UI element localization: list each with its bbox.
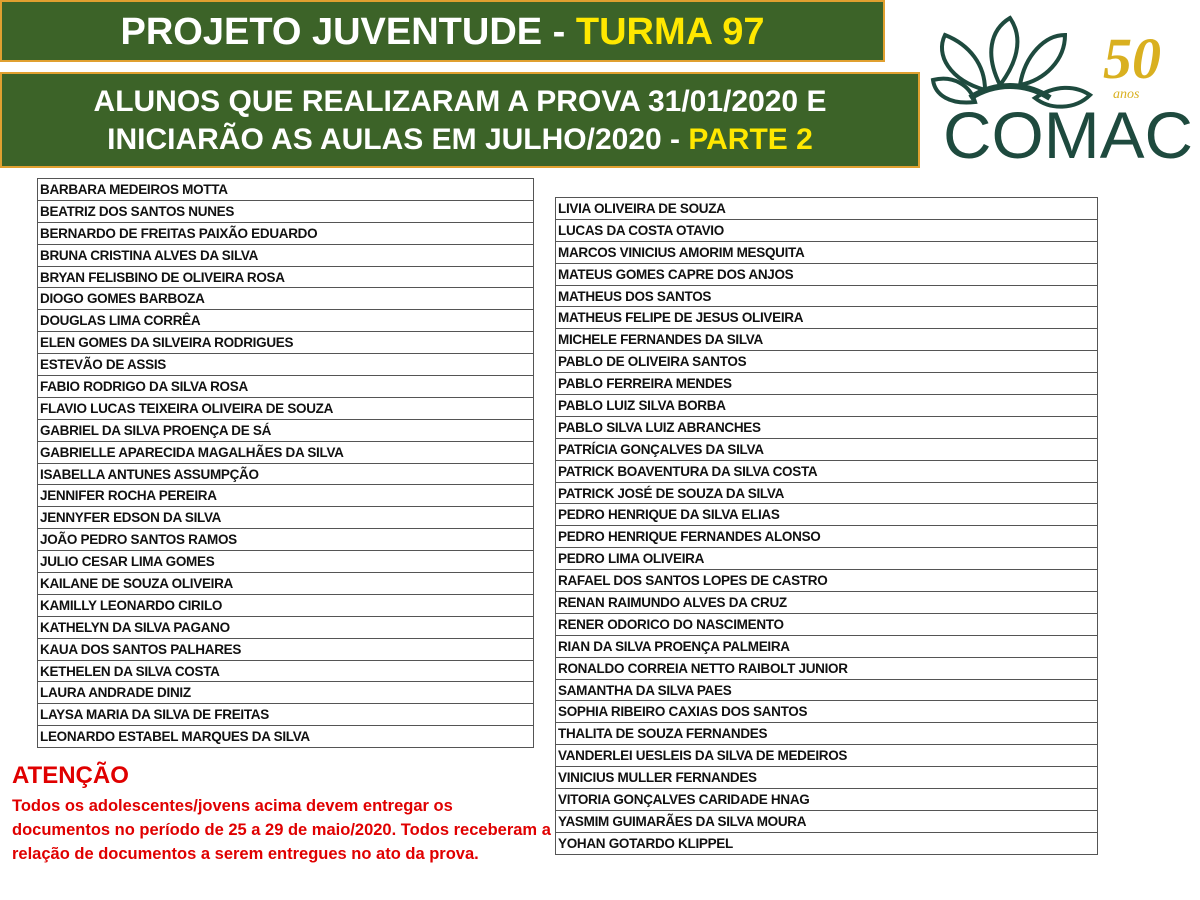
student-name: PABLO SILVA LUIZ ABRANCHES <box>556 416 1098 438</box>
student-name: ELEN GOMES DA SILVEIRA RODRIGUES <box>38 332 534 354</box>
student-name: BARBARA MEDEIROS MOTTA <box>38 179 534 201</box>
table-row <box>556 592 1098 614</box>
student-name: FABIO RODRIGO DA SILVA ROSA <box>38 376 534 398</box>
table-row <box>556 832 1098 854</box>
student-name: PATRÍCIA GONÇALVES DA SILVA <box>556 438 1098 460</box>
table-row <box>556 329 1098 351</box>
table-row <box>38 310 534 332</box>
student-name: KATHELYN DA SILVA PAGANO <box>38 616 534 638</box>
student-name: JULIO CESAR LIMA GOMES <box>38 551 534 573</box>
title-main: PROJETO JUVENTUDE - <box>120 11 576 53</box>
attention-body: Todos os adolescentes/jovens acima devem entregar os documentos no período de 25 a 29 de maio/2020. Todos receberam a relação de documentos a serem entregues no ato da prova. <box>12 797 551 863</box>
table-row <box>556 767 1098 789</box>
student-name: RAFAEL DOS SANTOS LOPES DE CASTRO <box>556 570 1098 592</box>
student-name: PABLO DE OLIVEIRA SANTOS <box>556 351 1098 373</box>
table-row <box>38 682 534 704</box>
table-row <box>38 376 534 398</box>
student-name: YOHAN GOTARDO KLIPPEL <box>556 832 1098 854</box>
table-row <box>556 307 1098 329</box>
table-row <box>556 416 1098 438</box>
table-row <box>556 438 1098 460</box>
table-row <box>38 266 534 288</box>
student-name: PEDRO LIMA OLIVEIRA <box>556 548 1098 570</box>
student-name: KAMILLY LEONARDO CIRILO <box>38 594 534 616</box>
table-row <box>556 526 1098 548</box>
student-name: PEDRO HENRIQUE FERNANDES ALONSO <box>556 526 1098 548</box>
table-row <box>556 570 1098 592</box>
student-name: DOUGLAS LIMA CORRÊA <box>38 310 534 332</box>
table-row <box>556 373 1098 395</box>
student-name: PATRICK JOSÉ DE SOUZA DA SILVA <box>556 482 1098 504</box>
table-row <box>556 701 1098 723</box>
table-row <box>38 551 534 573</box>
student-name: PEDRO HENRIQUE DA SILVA ELIAS <box>556 504 1098 526</box>
student-name: JENNYFER EDSON DA SILVA <box>38 507 534 529</box>
table-row <box>38 179 534 201</box>
student-name: GABRIEL DA SILVA PROENÇA DE SÁ <box>38 419 534 441</box>
student-name: PATRICK BOAVENTURA DA SILVA COSTA <box>556 460 1098 482</box>
student-name: FLAVIO LUCAS TEIXEIRA OLIVEIRA DE SOUZA <box>38 397 534 419</box>
table-row <box>556 460 1098 482</box>
student-name: LAYSA MARIA DA SILVA DE FREITAS <box>38 704 534 726</box>
student-name: LAURA ANDRADE DINIZ <box>38 682 534 704</box>
table-row <box>556 723 1098 745</box>
student-name: ESTEVÃO DE ASSIS <box>38 354 534 376</box>
subtitle-line-2 <box>2 121 918 159</box>
table-row <box>556 395 1098 417</box>
student-name: MATEUS GOMES CAPRE DOS ANJOS <box>556 263 1098 285</box>
table-row <box>38 288 534 310</box>
table-row <box>38 200 534 222</box>
student-name: LIVIA OLIVEIRA DE SOUZA <box>556 198 1098 220</box>
student-name: THALITA DE SOUZA FERNANDES <box>556 723 1098 745</box>
student-name: KAUA DOS SANTOS PALHARES <box>38 638 534 660</box>
subtitle-banner <box>0 72 920 168</box>
table-row <box>38 419 534 441</box>
anniversary-number: 50 <box>1103 26 1161 91</box>
table-row <box>556 635 1098 657</box>
students-table-left <box>37 178 534 748</box>
attention-title: ATENÇÃO <box>12 762 129 789</box>
table-row <box>38 573 534 595</box>
student-name: RIAN DA SILVA PROENÇA PALMEIRA <box>556 635 1098 657</box>
student-name: JENNIFER ROCHA PEREIRA <box>38 485 534 507</box>
student-name: BRUNA CRISTINA ALVES DA SILVA <box>38 244 534 266</box>
student-name: VANDERLEI UESLEIS DA SILVA DE MEDEIROS <box>556 745 1098 767</box>
student-name: PABLO FERREIRA MENDES <box>556 373 1098 395</box>
table-row <box>38 594 534 616</box>
student-name: YASMIM GUIMARÃES DA SILVA MOURA <box>556 810 1098 832</box>
title-highlight: TURMA 97 <box>575 11 765 53</box>
table-row <box>556 745 1098 767</box>
student-name: LEONARDO ESTABEL MARQUES DA SILVA <box>38 726 534 748</box>
students-table-right <box>555 197 1098 855</box>
table-row <box>38 244 534 266</box>
student-name: PABLO LUIZ SILVA BORBA <box>556 395 1098 417</box>
table-row <box>556 285 1098 307</box>
table-row <box>38 441 534 463</box>
table-row <box>556 241 1098 263</box>
student-name: JOÃO PEDRO SANTOS RAMOS <box>38 529 534 551</box>
table-row <box>38 485 534 507</box>
table-row <box>556 548 1098 570</box>
student-name: DIOGO GOMES BARBOZA <box>38 288 534 310</box>
table-row <box>556 351 1098 373</box>
table-row <box>38 660 534 682</box>
student-name: RONALDO CORREIA NETTO RAIBOLT JUNIOR <box>556 657 1098 679</box>
table-row <box>38 616 534 638</box>
subtitle-line-2-text: INICIARÃO AS AULAS EM JULHO/2020 - <box>107 123 689 156</box>
logo-name: COMAC <box>943 98 1193 170</box>
student-name: LUCAS DA COSTA OTAVIO <box>556 219 1098 241</box>
table-row <box>556 679 1098 701</box>
student-name: RENER ODORICO DO NASCIMENTO <box>556 613 1098 635</box>
table-row <box>556 789 1098 811</box>
subtitle-highlight: PARTE 2 <box>688 123 813 156</box>
table-row <box>556 198 1098 220</box>
comac-logo <box>925 10 1195 170</box>
student-name: MATHEUS FELIPE DE JESUS OLIVEIRA <box>556 307 1098 329</box>
student-name: MARCOS VINICIUS AMORIM MESQUITA <box>556 241 1098 263</box>
table-row <box>38 507 534 529</box>
table-row <box>38 704 534 726</box>
anniversary-suffix: anos <box>1113 87 1140 102</box>
student-name: BEATRIZ DOS SANTOS NUNES <box>38 200 534 222</box>
student-name: VINICIUS MULLER FERNANDES <box>556 767 1098 789</box>
table-row <box>556 613 1098 635</box>
student-name: SOPHIA RIBEIRO CAXIAS DOS SANTOS <box>556 701 1098 723</box>
table-row <box>38 332 534 354</box>
student-name: GABRIELLE APARECIDA MAGALHÃES DA SILVA <box>38 441 534 463</box>
student-name: MICHELE FERNANDES DA SILVA <box>556 329 1098 351</box>
table-row <box>38 529 534 551</box>
student-name: VITORIA GONÇALVES CARIDADE HNAG <box>556 789 1098 811</box>
table-row <box>556 482 1098 504</box>
table-row <box>38 726 534 748</box>
student-name: BERNARDO DE FREITAS PAIXÃO EDUARDO <box>38 222 534 244</box>
table-row <box>556 657 1098 679</box>
table-row <box>556 263 1098 285</box>
table-row <box>38 222 534 244</box>
table-row <box>38 397 534 419</box>
table-row <box>556 810 1098 832</box>
student-name: KETHELEN DA SILVA COSTA <box>38 660 534 682</box>
student-name: BRYAN FELISBINO DE OLIVEIRA ROSA <box>38 266 534 288</box>
title-banner <box>0 0 885 62</box>
table-row <box>38 354 534 376</box>
student-name: RENAN RAIMUNDO ALVES DA CRUZ <box>556 592 1098 614</box>
table-row <box>556 504 1098 526</box>
student-name: MATHEUS DOS SANTOS <box>556 285 1098 307</box>
table-row <box>556 219 1098 241</box>
table-row <box>38 463 534 485</box>
student-name: SAMANTHA DA SILVA PAES <box>556 679 1098 701</box>
table-row <box>38 638 534 660</box>
subtitle-line-1: ALUNOS QUE REALIZARAM A PROVA 31/01/2020 E <box>93 85 827 118</box>
student-name: KAILANE DE SOUZA OLIVEIRA <box>38 573 534 595</box>
flower-icon <box>933 18 1090 107</box>
student-name: ISABELLA ANTUNES ASSUMPÇÃO <box>38 463 534 485</box>
